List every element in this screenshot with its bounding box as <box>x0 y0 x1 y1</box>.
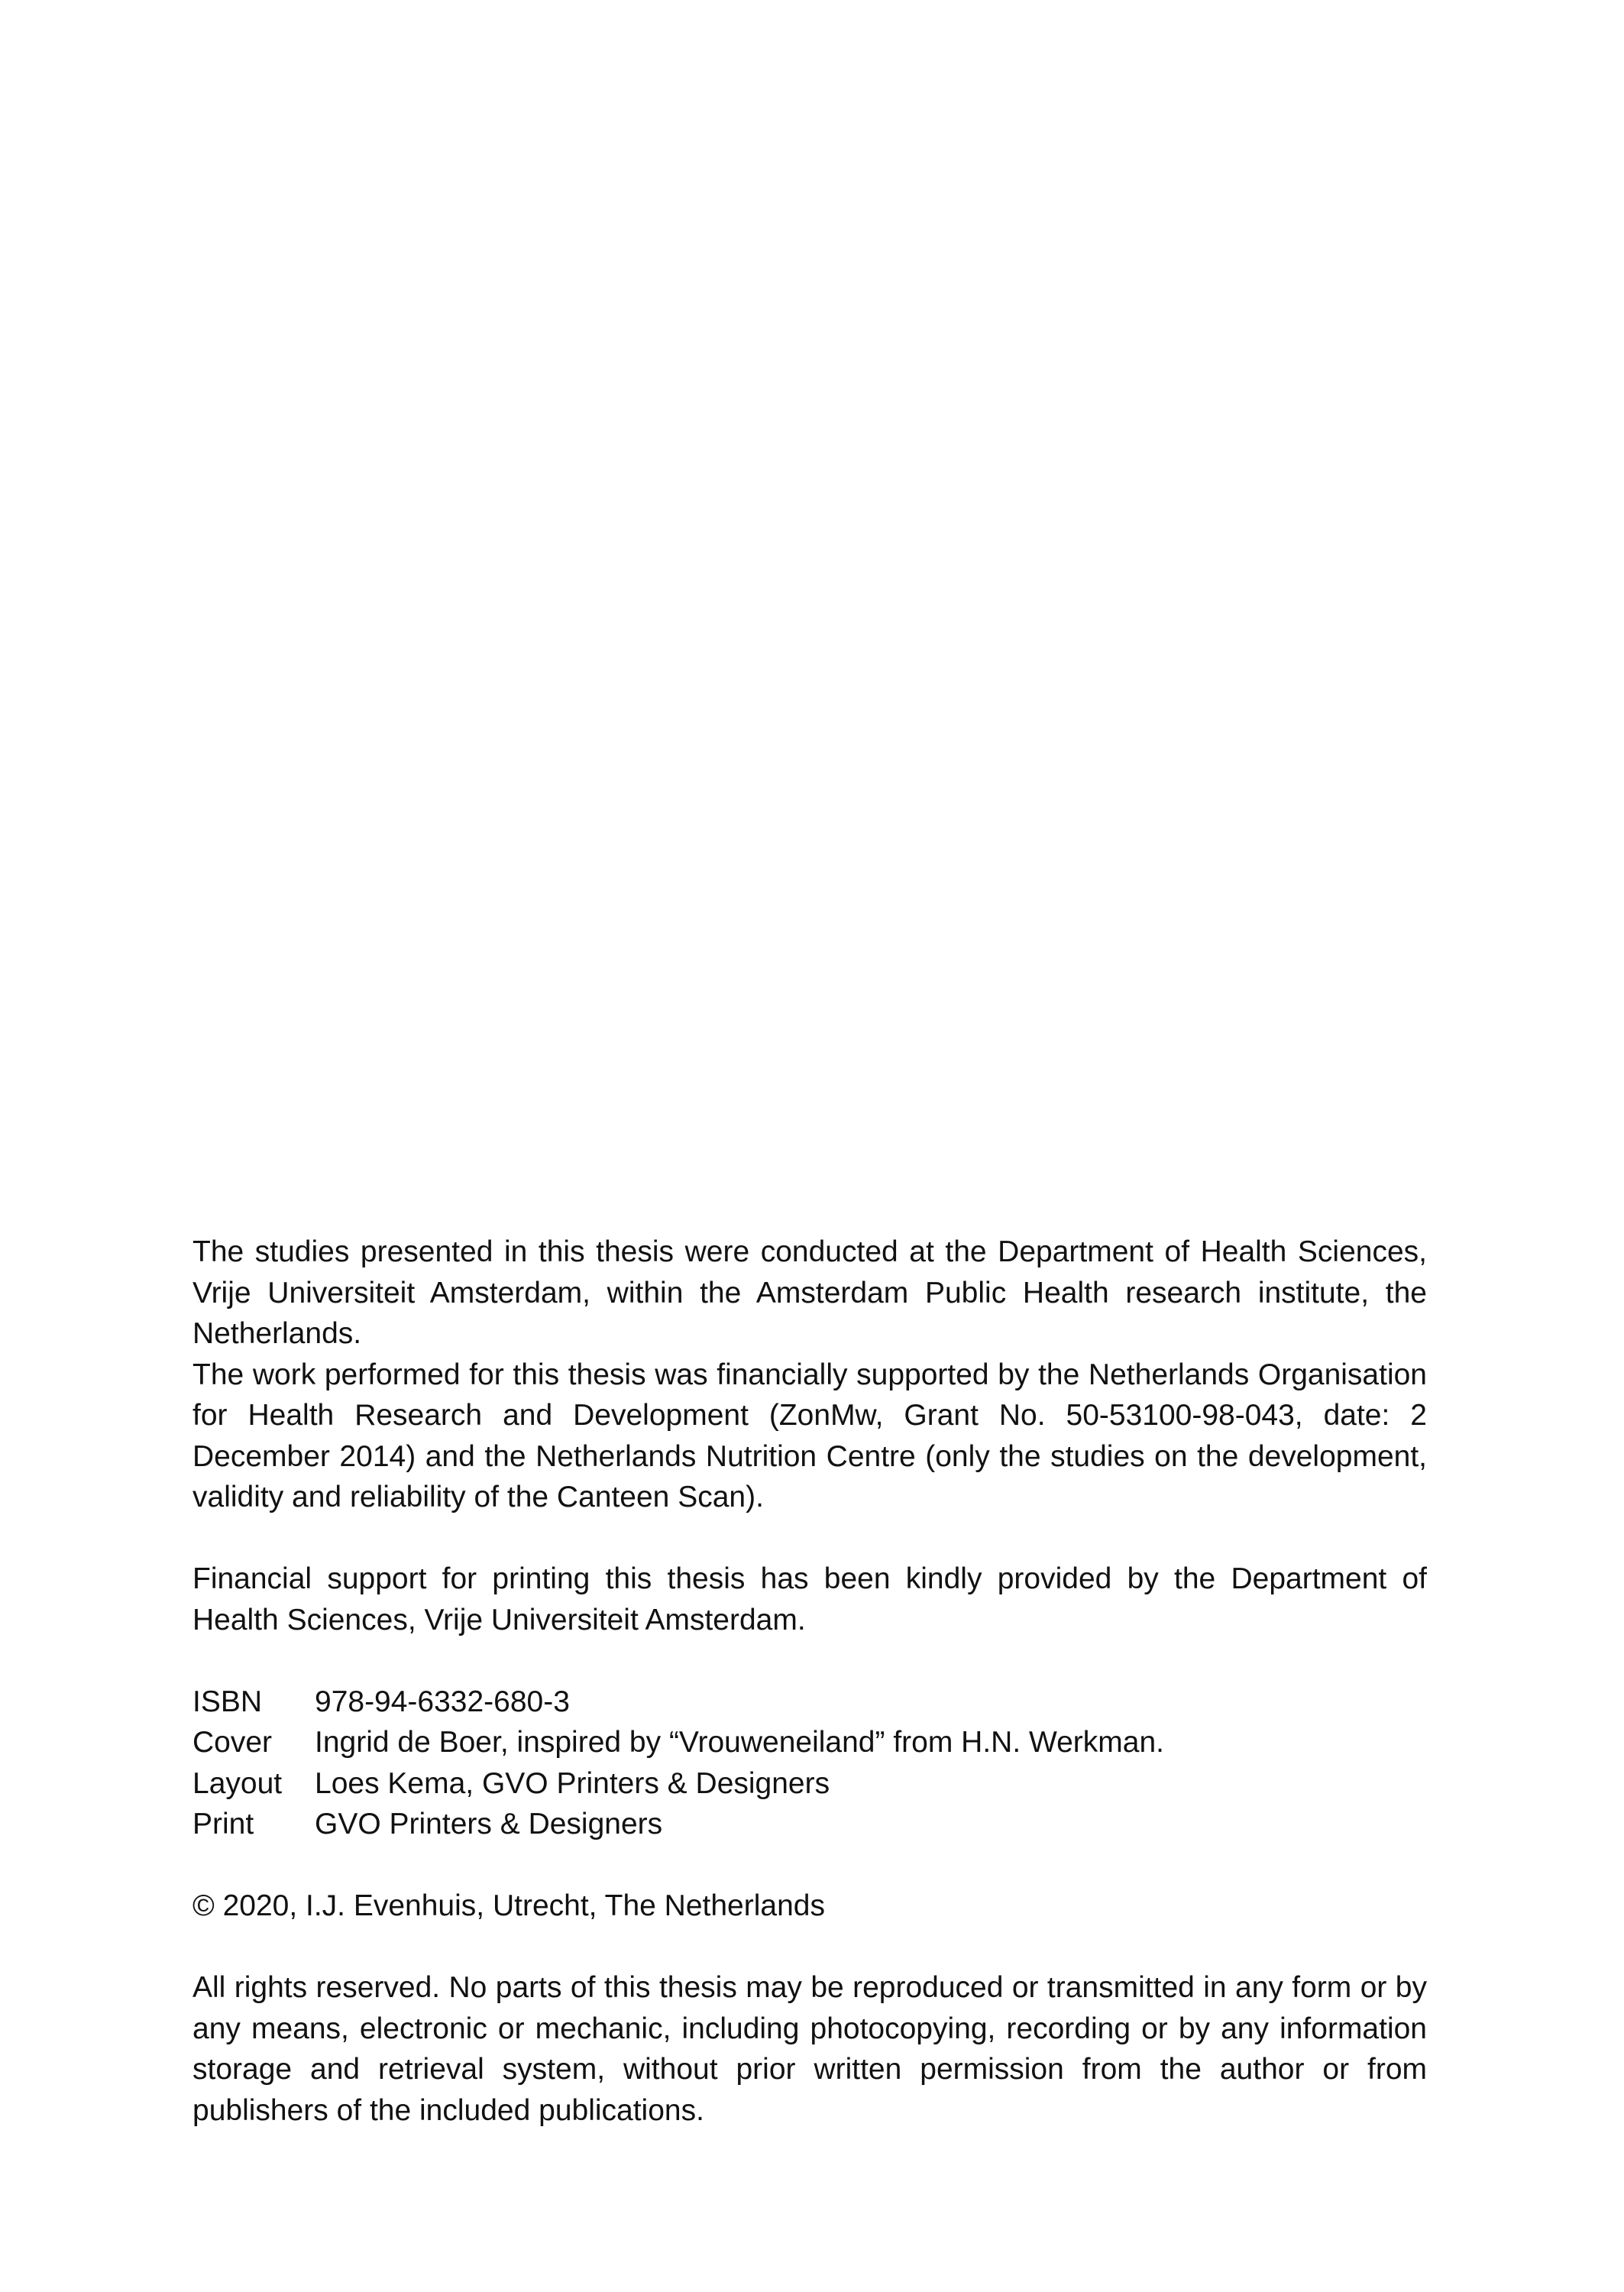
paragraph-spacer <box>192 1518 1427 1559</box>
printing-support-paragraph: Financial support for printing this thesis has been kindly provided by the Department of Health Sciences, Vrije Universiteit Amsterdam. <box>192 1562 1427 1636</box>
funding-paragraph: The work performed for this thesis was financially supported by the Netherlands Organisation for Health Research and Development (ZonMw, Grant No. 50-53100-98-043, date: 2 December 2014) and the Netherlands Nutrition Centre (only the studies on the development, validity and reliability of the Canteen Scan). <box>192 1358 1427 1513</box>
credit-label-print: Print <box>192 1808 254 1840</box>
credits-list <box>192 1682 1427 1845</box>
credit-label-cover: Cover <box>192 1726 273 1759</box>
copyright-line: © 2020, I.J. Evenhuis, Utrecht, The Netherlands <box>192 1889 825 1922</box>
rights-paragraph: All rights reserved. No parts of this thesis may be reproduced or transmitted in any form or by any means, electronic or mechanic, including photocopying, recording or by any information storage and retrieval system, without prior written permission from the author or from publishers of the included publications. <box>192 1971 1427 2127</box>
paragraph-spacer <box>192 1927 1427 1968</box>
paragraph-spacer <box>192 1640 1427 1682</box>
credit-value-layout: Loes Kema, GVO Printers & Designers <box>315 1766 830 1800</box>
institution-paragraph: The studies presented in this thesis were conducted at the Department of Health Sciences, Vrije Universiteit Amsterdam, within the Amsterdam Public Health research institute, the Netherlands. <box>192 1235 1427 1350</box>
credit-value-print: GVO Printers & Designers <box>315 1808 663 1840</box>
credit-label-layout: Layout <box>192 1766 283 1800</box>
credit-value-isbn: 978-94-6332-680-3 <box>315 1685 570 1718</box>
colophon-text-block <box>192 1232 1427 2131</box>
credit-label-isbn: ISBN <box>192 1685 263 1718</box>
paragraph-spacer <box>192 1845 1427 1886</box>
credit-value-cover: Ingrid de Boer, inspired by “Vrouweneiland” from H.N. Werkman. <box>315 1726 1164 1759</box>
